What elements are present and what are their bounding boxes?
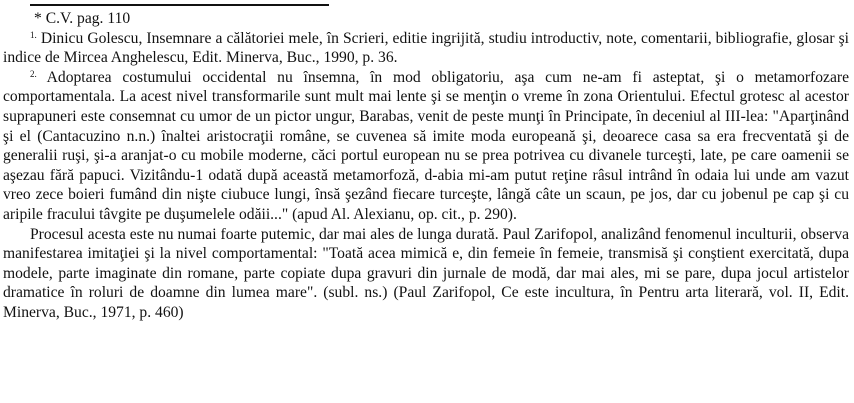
footnote-1	[3, 29, 849, 68]
footnote-2-marker: 2.	[30, 68, 37, 79]
footnote-2-continuation: Procesul acesta este nu numai foarte putemic, dar mai ales de lunga durată. Paul Zarifopol, analizând fenomenul inculturii, observa manifestarea imitaţiei şi la nivel comportamental: "Toată acea mimică e, din femeie în femeie, transmisă şi conştient exercitată, dupa modele, parte imaginate din romane, parte copiate dupa gravuri din jurnale de modă, dar mai ales, mi se pare, dupa jocul artistelor dramatice în roluri de doamne din lumea mare". (subl. ns.) (Paul Zarifopol, Ce este incultura, în Pentru arta literară, vol. II, Edit. Minerva, Buc., 1971, p. 460)	[3, 225, 849, 321]
footnote-1-marker: 1.	[30, 29, 37, 40]
footnote-separator-rule	[30, 4, 329, 6]
footnote-2	[3, 68, 849, 225]
footnote-2-text: Adoptarea costumului occidental nu însemna, în mod obligatoriu, aşa cum ne-am fi asteptat, şi o metamorfozare comportamentala. La acest nivel transformarile sunt mult mai lente şi se menţin o vreme în zona Orientului. Efectul grotesc al acestor suprapuneri este consemnat cu umor de un pictor ungur, Barabas, venit de peste munţi în Principate, în deceniul al III-lea: "Aparţinând şi el (Cantacuzino n.n.) înaltei aristocraţii române, se cuvenea să imite moda europeană şi, deoarece casa sa era frecventată şi de generalii ruşi, şi-a aranjat-o cu mobile moderne, căci portul european nu se prea potrivea cu divanele turceşti, late, pe care oamenii se aşezau fără papuci. Vizitându-1 odată după această metamorfoză, d-abia mi-am putut reţine râsul intrând în odaia lui unde am vazut vreo zece boieri fumând din nişte ciubuce lungi, însă şezând fiecare turceşte, lângă câte un scaun, pe jos, dar cu jobenul pe cap şi cu aripile fracului tâvgite pe duşumelele odăii..." (apud Al. Alexianu, op. cit., p. 290).	[3, 68, 849, 223]
footnote-1-text: Dinicu Golescu, Insemnare a călătoriei mele, în Scrieri, editie ingrijită, studiu introductiv, note, comentarii, bibliografie, glosar şi indice de Mircea Anghelescu, Edit. Minerva, Buc., 1990, p. 36.	[3, 29, 849, 67]
footnotes-section	[3, 9, 849, 323]
cv-page-reference: * C.V. pag. 110	[34, 10, 131, 27]
